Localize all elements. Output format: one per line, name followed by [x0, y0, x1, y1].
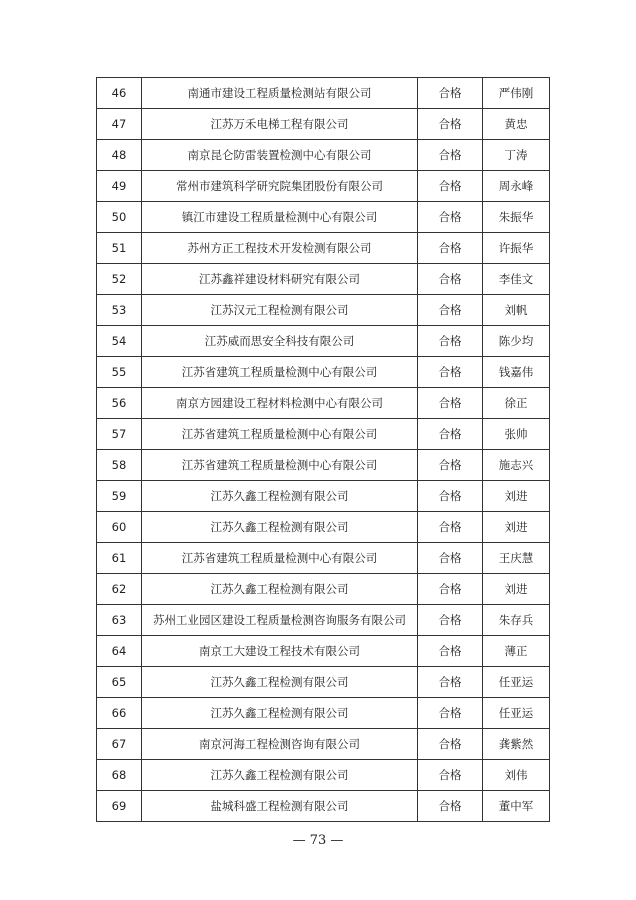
organization-name: 江苏威而思安全科技有限公司	[142, 326, 418, 357]
organization-name: 江苏久鑫工程检测有限公司	[142, 481, 418, 512]
row-number: 66	[97, 698, 142, 729]
table-row	[97, 171, 550, 202]
responsible-person: 许振华	[483, 233, 550, 264]
inspection-result: 合格	[418, 450, 483, 481]
inspection-result: 合格	[418, 481, 483, 512]
table-row	[97, 78, 550, 109]
inspection-result: 合格	[418, 760, 483, 791]
table-row	[97, 636, 550, 667]
responsible-person: 刘帆	[483, 295, 550, 326]
row-number: 67	[97, 729, 142, 760]
table-row	[97, 264, 550, 295]
responsible-person: 龚紫然	[483, 729, 550, 760]
inspection-result: 合格	[418, 357, 483, 388]
table-row	[97, 450, 550, 481]
row-number: 57	[97, 419, 142, 450]
inspection-result: 合格	[418, 543, 483, 574]
responsible-person: 张帅	[483, 419, 550, 450]
row-number: 61	[97, 543, 142, 574]
inspection-result: 合格	[418, 419, 483, 450]
inspection-results-table	[96, 77, 550, 822]
organization-name: 南京方园建设工程材料检测中心有限公司	[142, 388, 418, 419]
organization-name: 镇江市建设工程质量检测中心有限公司	[142, 202, 418, 233]
organization-name: 江苏汉元工程检测有限公司	[142, 295, 418, 326]
organization-name: 江苏鑫祥建设材料研究有限公司	[142, 264, 418, 295]
results-table-container	[96, 77, 549, 822]
row-number: 53	[97, 295, 142, 326]
table-row	[97, 233, 550, 264]
responsible-person: 刘进	[483, 512, 550, 543]
responsible-person: 董中军	[483, 791, 550, 822]
responsible-person: 施志兴	[483, 450, 550, 481]
organization-name: 江苏久鑫工程检测有限公司	[142, 574, 418, 605]
row-number: 65	[97, 667, 142, 698]
inspection-result: 合格	[418, 636, 483, 667]
row-number: 58	[97, 450, 142, 481]
row-number: 63	[97, 605, 142, 636]
organization-name: 江苏久鑫工程检测有限公司	[142, 512, 418, 543]
organization-name: 江苏久鑫工程检测有限公司	[142, 760, 418, 791]
inspection-result: 合格	[418, 295, 483, 326]
table-row	[97, 357, 550, 388]
row-number: 60	[97, 512, 142, 543]
responsible-person: 任亚运	[483, 667, 550, 698]
inspection-result: 合格	[418, 574, 483, 605]
organization-name: 南京昆仑防雷装置检测中心有限公司	[142, 140, 418, 171]
table-row	[97, 512, 550, 543]
organization-name: 江苏省建筑工程质量检测中心有限公司	[142, 357, 418, 388]
responsible-person: 钱嘉伟	[483, 357, 550, 388]
table-row	[97, 202, 550, 233]
row-number: 46	[97, 78, 142, 109]
organization-name: 江苏省建筑工程质量检测中心有限公司	[142, 543, 418, 574]
inspection-result: 合格	[418, 78, 483, 109]
responsible-person: 朱振华	[483, 202, 550, 233]
responsible-person: 徐正	[483, 388, 550, 419]
inspection-result: 合格	[418, 512, 483, 543]
inspection-result: 合格	[418, 202, 483, 233]
table-row	[97, 481, 550, 512]
inspection-result: 合格	[418, 388, 483, 419]
table-row	[97, 760, 550, 791]
organization-name: 苏州方正工程技术开发检测有限公司	[142, 233, 418, 264]
table-row	[97, 419, 550, 450]
responsible-person: 李佳文	[483, 264, 550, 295]
table-row	[97, 388, 550, 419]
table-body	[97, 78, 550, 822]
row-number: 68	[97, 760, 142, 791]
inspection-result: 合格	[418, 233, 483, 264]
responsible-person: 任亚运	[483, 698, 550, 729]
table-row	[97, 605, 550, 636]
table-row	[97, 326, 550, 357]
row-number: 47	[97, 109, 142, 140]
table-row	[97, 295, 550, 326]
row-number: 51	[97, 233, 142, 264]
responsible-person: 丁涛	[483, 140, 550, 171]
responsible-person: 严伟刚	[483, 78, 550, 109]
responsible-person: 刘进	[483, 481, 550, 512]
responsible-person: 刘进	[483, 574, 550, 605]
organization-name: 江苏省建筑工程质量检测中心有限公司	[142, 419, 418, 450]
organization-name: 苏州工业园区建设工程质量检测咨询服务有限公司	[142, 605, 418, 636]
responsible-person: 周永峰	[483, 171, 550, 202]
organization-name: 南京河海工程检测咨询有限公司	[142, 729, 418, 760]
responsible-person: 黄忠	[483, 109, 550, 140]
inspection-result: 合格	[418, 171, 483, 202]
page-number: — 73 —	[292, 833, 344, 848]
organization-name: 江苏久鑫工程检测有限公司	[142, 698, 418, 729]
row-number: 48	[97, 140, 142, 171]
table-row	[97, 574, 550, 605]
inspection-result: 合格	[418, 264, 483, 295]
row-number: 50	[97, 202, 142, 233]
responsible-person: 刘伟	[483, 760, 550, 791]
row-number: 69	[97, 791, 142, 822]
inspection-result: 合格	[418, 698, 483, 729]
responsible-person: 王庆慧	[483, 543, 550, 574]
row-number: 55	[97, 357, 142, 388]
table-row	[97, 791, 550, 822]
table-row	[97, 667, 550, 698]
inspection-result: 合格	[418, 326, 483, 357]
inspection-result: 合格	[418, 109, 483, 140]
inspection-result: 合格	[418, 140, 483, 171]
table-row	[97, 140, 550, 171]
organization-name: 南京工大建设工程技术有限公司	[142, 636, 418, 667]
organization-name: 盐城科盛工程检测有限公司	[142, 791, 418, 822]
responsible-person: 朱存兵	[483, 605, 550, 636]
inspection-result: 合格	[418, 791, 483, 822]
row-number: 56	[97, 388, 142, 419]
row-number: 64	[97, 636, 142, 667]
inspection-result: 合格	[418, 667, 483, 698]
responsible-person: 薄正	[483, 636, 550, 667]
organization-name: 常州市建筑科学研究院集团股份有限公司	[142, 171, 418, 202]
organization-name: 江苏万禾电梯工程有限公司	[142, 109, 418, 140]
row-number: 49	[97, 171, 142, 202]
row-number: 62	[97, 574, 142, 605]
row-number: 54	[97, 326, 142, 357]
inspection-result: 合格	[418, 605, 483, 636]
table-row	[97, 698, 550, 729]
table-row	[97, 109, 550, 140]
organization-name: 江苏省建筑工程质量检测中心有限公司	[142, 450, 418, 481]
row-number: 59	[97, 481, 142, 512]
organization-name: 江苏久鑫工程检测有限公司	[142, 667, 418, 698]
organization-name: 南通市建设工程质量检测站有限公司	[142, 78, 418, 109]
table-row	[97, 543, 550, 574]
table-row	[97, 729, 550, 760]
responsible-person: 陈少均	[483, 326, 550, 357]
row-number: 52	[97, 264, 142, 295]
inspection-result: 合格	[418, 729, 483, 760]
